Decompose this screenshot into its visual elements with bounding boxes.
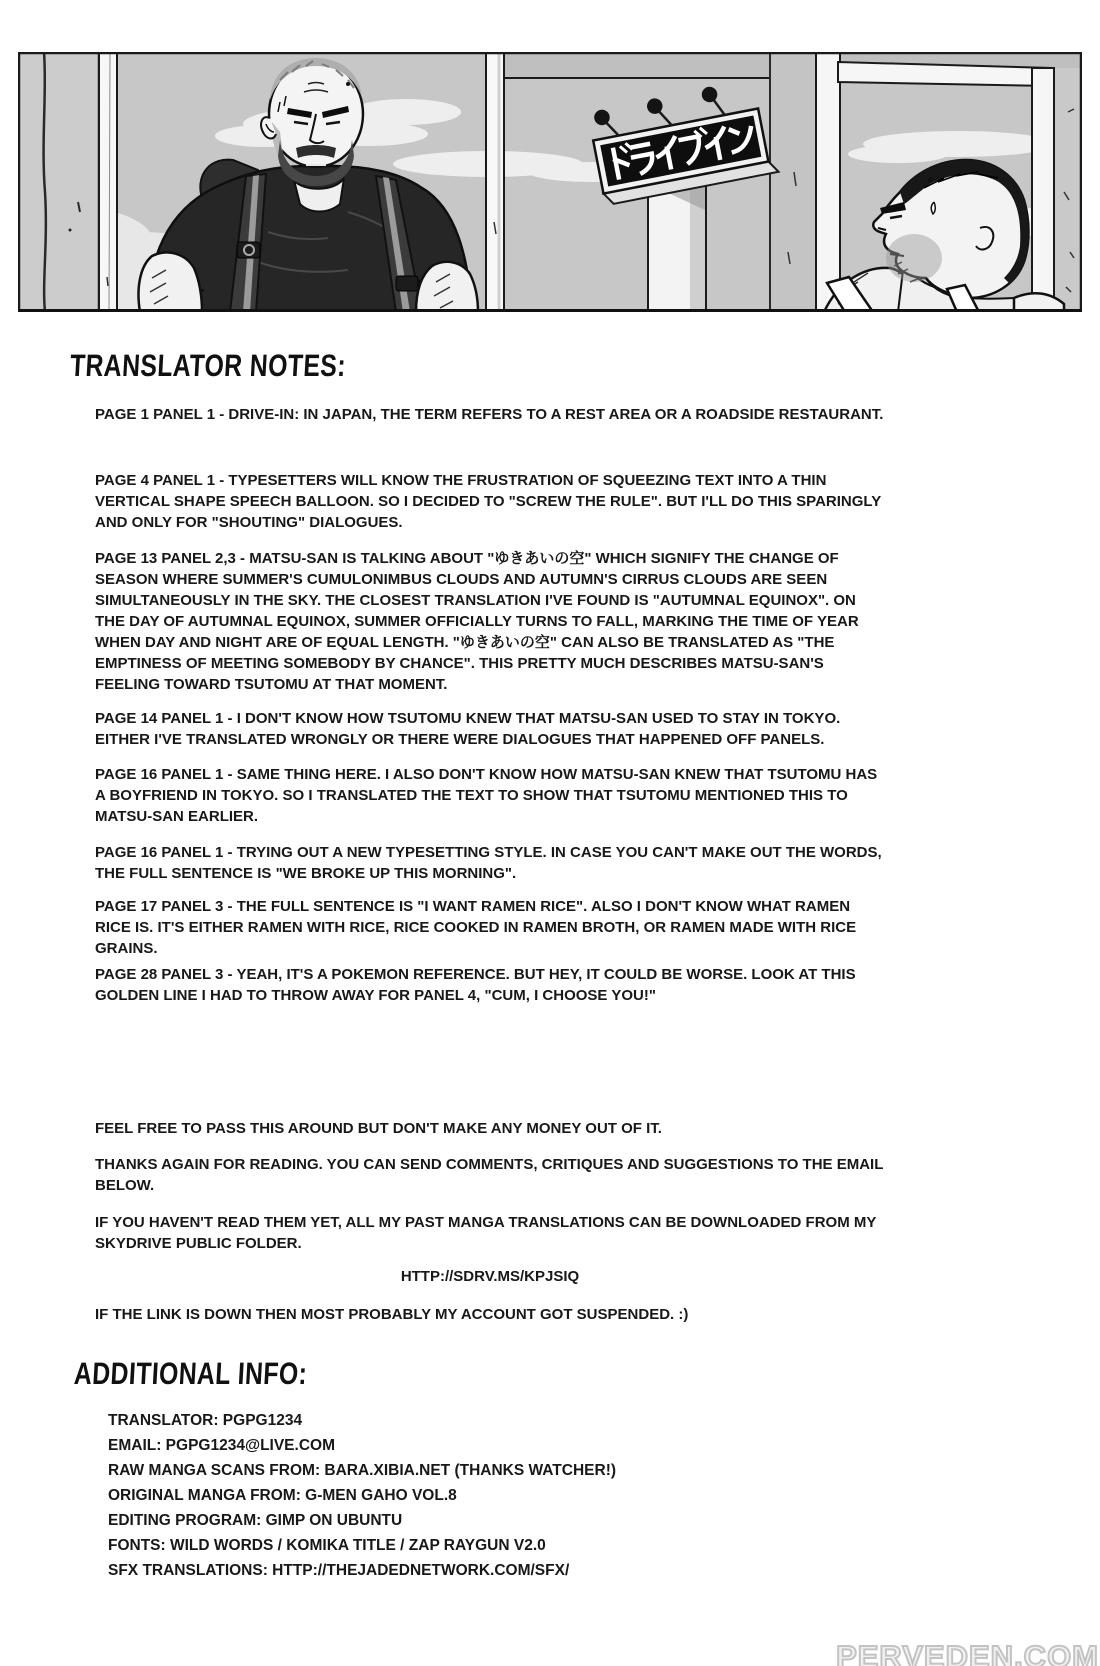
note-paragraph: PAGE 1 PANEL 1 - DRIVE-IN: IN JAPAN, THE TERM REFERS TO A REST AREA OR A ROADSIDE RESTAURANT.	[95, 406, 884, 423]
note-paragraph: PAGE 16 PANEL 1 - SAME THING HERE. I ALSO DON'T KNOW HOW MATSU-SAN KNEW THAT TSUTOMU HAS A BOYFRIEND IN TOKYO. SO I TRANSLATED THE TEXT TO SHOW THAT TSUTOMU MENTIONED THIS TO MATSU-SAN EARLIER.	[95, 766, 878, 825]
note-paragraph: PAGE 16 PANEL 1 - TRYING OUT A NEW TYPESETTING STYLE. IN CASE YOU CAN'T MAKE OUT THE WORDS, THE FULL SENTENCE IS "WE BROKE UP THIS MORNING".	[95, 844, 882, 882]
skydrive-link-text: HTTP://SDRV.MS/KPJSIQ	[400, 1268, 580, 1285]
closing-paragraph: FEEL FREE TO PASS THIS AROUND BUT DON'T MAKE ANY MONEY OUT OF IT.	[95, 1120, 662, 1137]
info-line-raw-scans: RAW MANGA SCANS FROM: BARA.XIBIA.NET (THANKS WATCHER!)	[108, 1462, 617, 1479]
note-paragraph: PAGE 4 PANEL 1 - TYPESETTERS WILL KNOW THE FRUSTRATION OF SQUEEZING TEXT INTO A THIN VERTICAL SHAPE SPEECH BALLOON. SO I DECIDED TO "SCREW THE RULE". BUT I'LL DO THIS SPARINGLY AND ONLY FOR "SHOUTING" DIALOGUES.	[95, 472, 881, 531]
site-watermark: PERVEDEN.COM	[836, 1639, 1099, 1666]
info-line-original-manga: ORIGINAL MANGA FROM: G-MEN GAHO VOL.8	[108, 1487, 457, 1504]
mid-post	[486, 52, 504, 312]
closing-paragraph: THANKS AGAIN FOR READING. YOU CAN SEND COMMENTS, CRITIQUES AND SUGGESTIONS TO THE EMAIL BELOW.	[95, 1156, 884, 1194]
note-paragraph: PAGE 28 PANEL 3 - YEAH, IT'S A POKEMON REFERENCE. BUT HEY, IT COULD BE WORSE. LOOK AT THIS GOLDEN LINE I HAD TO THROW AWAY FOR PANEL 4, "CUM, I CHOOSE YOU!"	[95, 966, 856, 1004]
translator-notes-heading: TRANSLATOR NOTES:	[69, 348, 347, 383]
note-paragraph: PAGE 13 PANEL 2,3 - MATSU-SAN IS TALKING ABOUT "ゆきあいの空" WHICH SIGNIFY THE CHANGE OF SEASON WHERE SUMMER'S CUMULONIMBUS CLOUDS AND AUTUMN'S CIRRUS CLOUDS ARE SEEN SIMULTANEOUSLY IN THE SKY. THE CLOSEST TRANSLATION I'VE FOUND IS "AUTUMNAL EQUINOX". ON THE DAY OF AUTUMNAL EQUINOX, SUMMER OFFICIALLY TURNS TO FALL, MARKING THE TIME OF YEAR WHEN DAY AND NIGHT ARE OF EQUAL LENGTH. "ゆきあいの空" CAN ALSO BE TRANSLATED AS "THE EMPTINESS OF MEETING SOMEBODY BY CHANCE". THIS PRETTY MUCH DESCRIBES MATSU-SAN'S FEELING TOWARD TSUTOMU AT THAT MOMENT.	[95, 550, 859, 693]
info-line-fonts: FONTS: WILD WORDS / KOMIKA TITLE / ZAP RAYGUN V2.0	[108, 1537, 546, 1554]
info-line-sfx: SFX TRANSLATIONS: HTTP://THEJADEDNETWORK.COM/SFX/	[108, 1562, 570, 1579]
note-paragraph: PAGE 14 PANEL 1 - I DON'T KNOW HOW TSUTOMU KNEW THAT MATSU-SAN USED TO STAY IN TOKYO. EITHER I'VE TRANSLATED WRONGLY OR THERE WERE DIALOGUES THAT HAPPENED OFF PANELS.	[95, 710, 841, 748]
additional-info-heading: ADDITIONAL INFO:	[73, 1356, 309, 1391]
left-post	[18, 52, 118, 312]
manga-panel	[18, 52, 1082, 312]
info-line-translator: TRANSLATOR: PGPG1234	[108, 1412, 303, 1429]
closing-paragraph: IF YOU HAVEN'T READ THEM YET, ALL MY PAST MANGA TRANSLATIONS CAN BE DOWNLOADED FROM MY SKYDRIVE PUBLIC FOLDER.	[95, 1214, 877, 1252]
info-line-email: EMAIL: PGPG1234@LIVE.COM	[108, 1437, 335, 1454]
note-paragraph: PAGE 17 PANEL 3 - THE FULL SENTENCE IS "I WANT RAMEN RICE". ALSO I DON'T KNOW WHAT RAMEN RICE IS. IT'S EITHER RAMEN WITH RICE, RICE COOKED IN RAMEN BROTH, OR RAMEN MADE WITH RICE GRAINS.	[95, 898, 857, 957]
additional-info-list	[108, 1408, 616, 1583]
link-down-note: IF THE LINK IS DOWN THEN MOST PROBABLY MY ACCOUNT GOT SUSPENDED. :)	[95, 1306, 689, 1323]
info-line-editing-program: EDITING PROGRAM: GIMP ON UBUNTU	[108, 1512, 403, 1529]
manga-panel-illustration	[18, 52, 1082, 312]
